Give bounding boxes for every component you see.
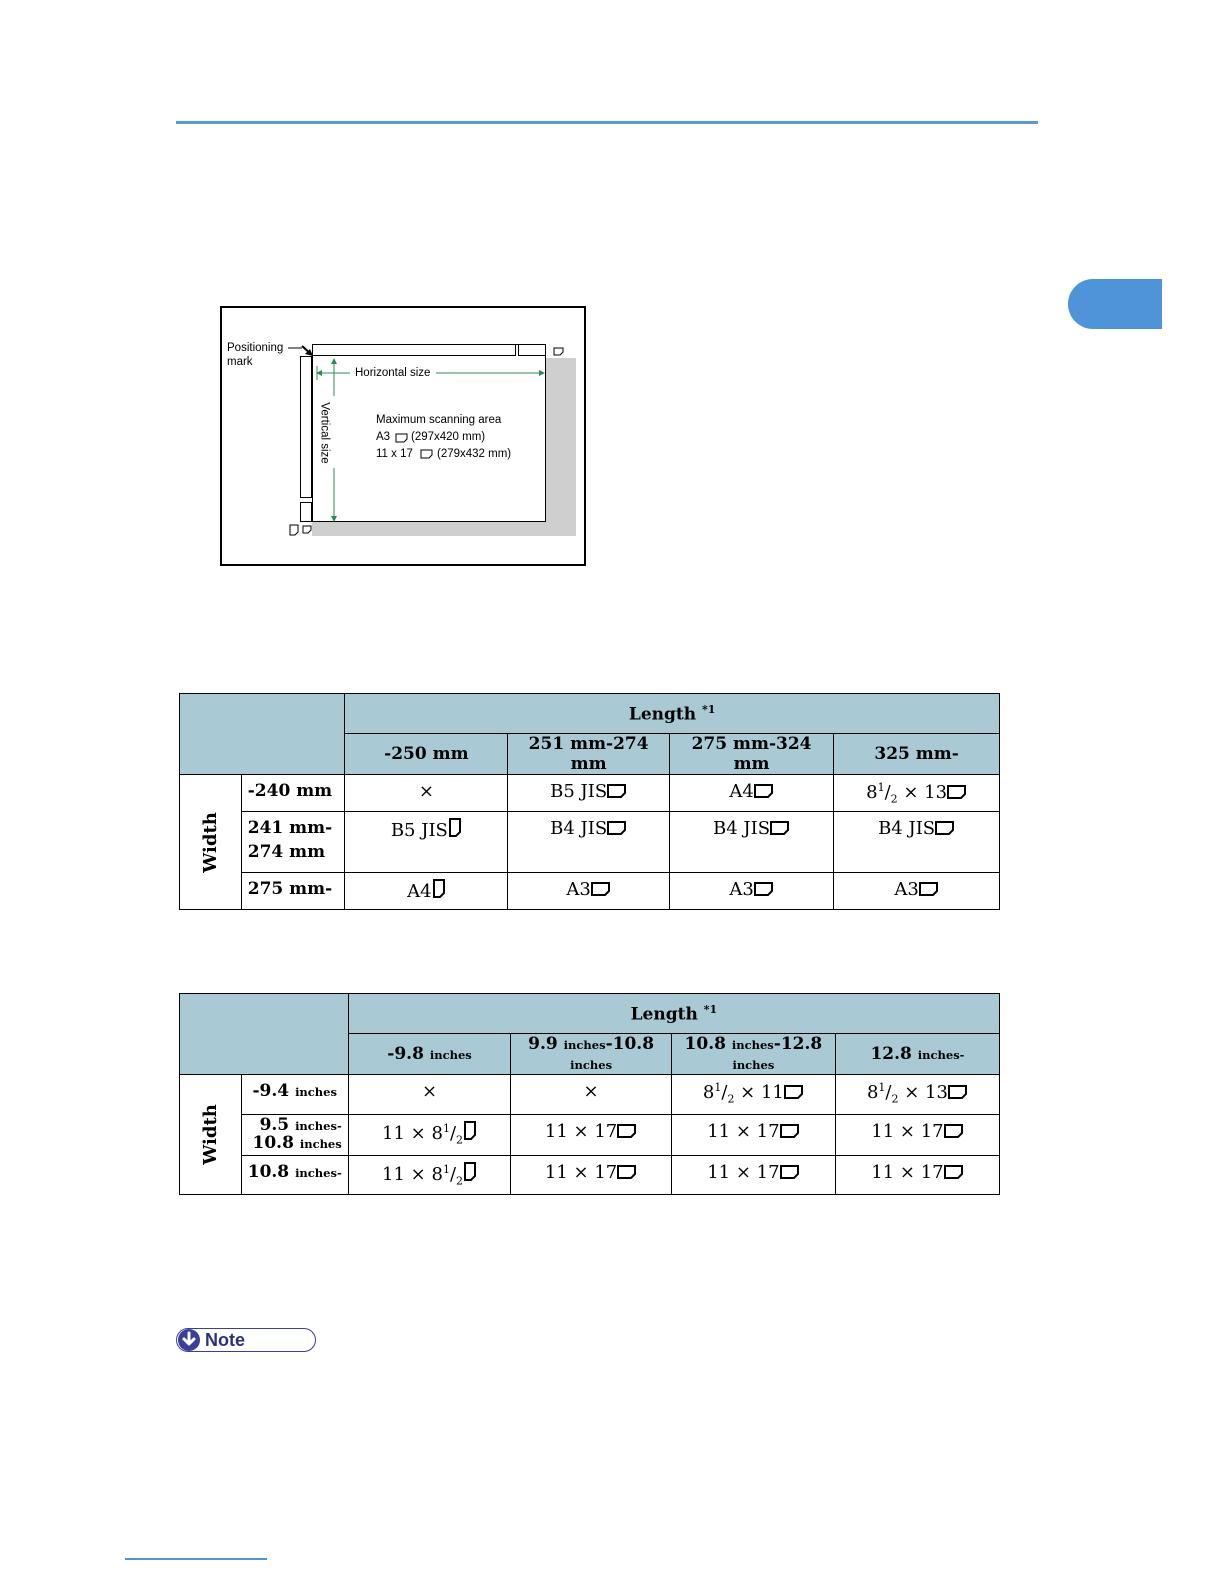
table-cell: 11 × 17 bbox=[511, 1115, 672, 1156]
table-row bbox=[180, 873, 1000, 910]
table-row bbox=[180, 1156, 1000, 1195]
table-cell: $11 \times 8^1/_2$ bbox=[348, 1115, 511, 1156]
positioning-label: Positioning bbox=[227, 342, 284, 354]
table-cell: 11 × 17 bbox=[835, 1156, 999, 1195]
table-cell: B5 JIS bbox=[508, 775, 670, 812]
table-cell: $8^1/_2 \times 13$ bbox=[834, 775, 1000, 812]
table-corner bbox=[180, 994, 349, 1075]
width-label: Width bbox=[180, 775, 242, 910]
horizontal-size-label: Horizontal size bbox=[355, 367, 431, 379]
max-area-a3-size: (297x420 mm) bbox=[411, 431, 486, 443]
footer-link-rule bbox=[125, 1558, 267, 1560]
portrait-orientation-icon bbox=[463, 1121, 477, 1141]
table-cell: B5 JIS bbox=[345, 812, 508, 873]
landscape-orientation-icon bbox=[784, 1084, 804, 1100]
column-header: -9.8 inches bbox=[348, 1034, 511, 1075]
table-cell: 11 × 17 bbox=[835, 1115, 999, 1156]
column-header: 9.9 inches-10.8 inches bbox=[511, 1034, 672, 1075]
width-label: Width bbox=[180, 1075, 242, 1195]
landscape-orientation-icon bbox=[591, 881, 611, 897]
column-header: -250 mm bbox=[345, 734, 508, 775]
row-header: 10.8 inches- bbox=[241, 1156, 348, 1195]
down-arrow-icon bbox=[178, 1329, 200, 1351]
landscape-orientation-icon bbox=[944, 1164, 964, 1180]
landscape-orientation-icon bbox=[607, 783, 627, 799]
table-cell: 11 × 17 bbox=[671, 1115, 835, 1156]
table-cell: 11 × 17 bbox=[511, 1156, 672, 1195]
row-header: 9.5 inches- 10.8 inches bbox=[241, 1115, 348, 1156]
table-row bbox=[180, 1075, 1000, 1115]
landscape-orientation-icon bbox=[935, 820, 955, 836]
table-row bbox=[180, 775, 1000, 812]
landscape-orientation-icon bbox=[617, 1123, 637, 1139]
table-cell: × bbox=[511, 1075, 672, 1115]
landscape-orientation-icon bbox=[754, 783, 774, 799]
max-area-11x17: 11 x 17 bbox=[376, 448, 413, 460]
column-header: 10.8 inches-12.8 inches bbox=[671, 1034, 835, 1075]
landscape-orientation-icon bbox=[754, 881, 774, 897]
note-badge bbox=[176, 1328, 316, 1352]
column-header: 325 mm- bbox=[834, 734, 1000, 775]
scanning-area-figure bbox=[220, 306, 586, 566]
max-area-a3: A3 bbox=[376, 431, 391, 443]
table-cell: B4 JIS bbox=[508, 812, 670, 873]
landscape-orientation-icon bbox=[919, 881, 939, 897]
max-area-title: Maximum scanning area bbox=[376, 414, 502, 426]
table-row bbox=[180, 812, 1000, 873]
landscape-orientation-icon bbox=[607, 820, 627, 836]
table-row bbox=[180, 1115, 1000, 1156]
figure-lines bbox=[222, 308, 588, 568]
table-cell: A3 bbox=[834, 873, 1000, 910]
row-header: -9.4 inches bbox=[241, 1075, 348, 1115]
top-rule bbox=[176, 121, 1038, 124]
portrait-orientation-icon bbox=[432, 879, 446, 899]
table-cell: $8^1/_2 \times 13$ bbox=[835, 1075, 999, 1115]
table-cell: A3 bbox=[669, 873, 833, 910]
table-cell: B4 JIS bbox=[834, 812, 1000, 873]
landscape-orientation-icon bbox=[780, 1123, 800, 1139]
table-cell: × bbox=[348, 1075, 511, 1115]
table-cell: 11 × 17 bbox=[671, 1156, 835, 1195]
table-cell: A3 bbox=[508, 873, 670, 910]
landscape-orientation-icon bbox=[947, 784, 967, 800]
max-area-11x17-size: (279x432 mm) bbox=[437, 448, 512, 460]
note-label: Note bbox=[205, 1330, 245, 1350]
landscape-orientation-icon bbox=[780, 1164, 800, 1180]
landscape-orientation-icon bbox=[617, 1164, 637, 1180]
table-cell: × bbox=[345, 775, 508, 812]
row-header: -240 mm bbox=[241, 775, 345, 812]
table-cell: A4 bbox=[669, 775, 833, 812]
table-cell: B4 JIS bbox=[669, 812, 833, 873]
landscape-orientation-icon bbox=[944, 1123, 964, 1139]
table-cell: $11 \times 8^1/_2$ bbox=[348, 1156, 511, 1195]
row-header: 241 mm- 274 mm bbox=[241, 812, 345, 873]
vertical-size-label: Vertical size bbox=[318, 402, 331, 464]
inch-size-table bbox=[179, 993, 1000, 1195]
landscape-orientation-icon bbox=[770, 820, 790, 836]
landscape-orientation-icon bbox=[948, 1084, 968, 1100]
positioning-label-2: mark bbox=[227, 356, 253, 368]
table-corner bbox=[180, 694, 345, 775]
row-header: 275 mm- bbox=[241, 873, 345, 910]
chapter-tab bbox=[1068, 279, 1162, 329]
column-header: 275 mm-324 mm bbox=[669, 734, 833, 775]
length-header: Length $^{*1}$ bbox=[348, 994, 999, 1034]
portrait-orientation-icon bbox=[463, 1162, 477, 1182]
portrait-orientation-icon bbox=[448, 818, 462, 838]
metric-size-table bbox=[179, 693, 1000, 910]
column-header: 251 mm-274 mm bbox=[508, 734, 670, 775]
table-cell: A4 bbox=[345, 873, 508, 910]
length-header: Length $^{*1}$ bbox=[345, 694, 1000, 734]
column-header: 12.8 inches- bbox=[835, 1034, 999, 1075]
table-cell: $8^1/_2 \times 11$ bbox=[671, 1075, 835, 1115]
